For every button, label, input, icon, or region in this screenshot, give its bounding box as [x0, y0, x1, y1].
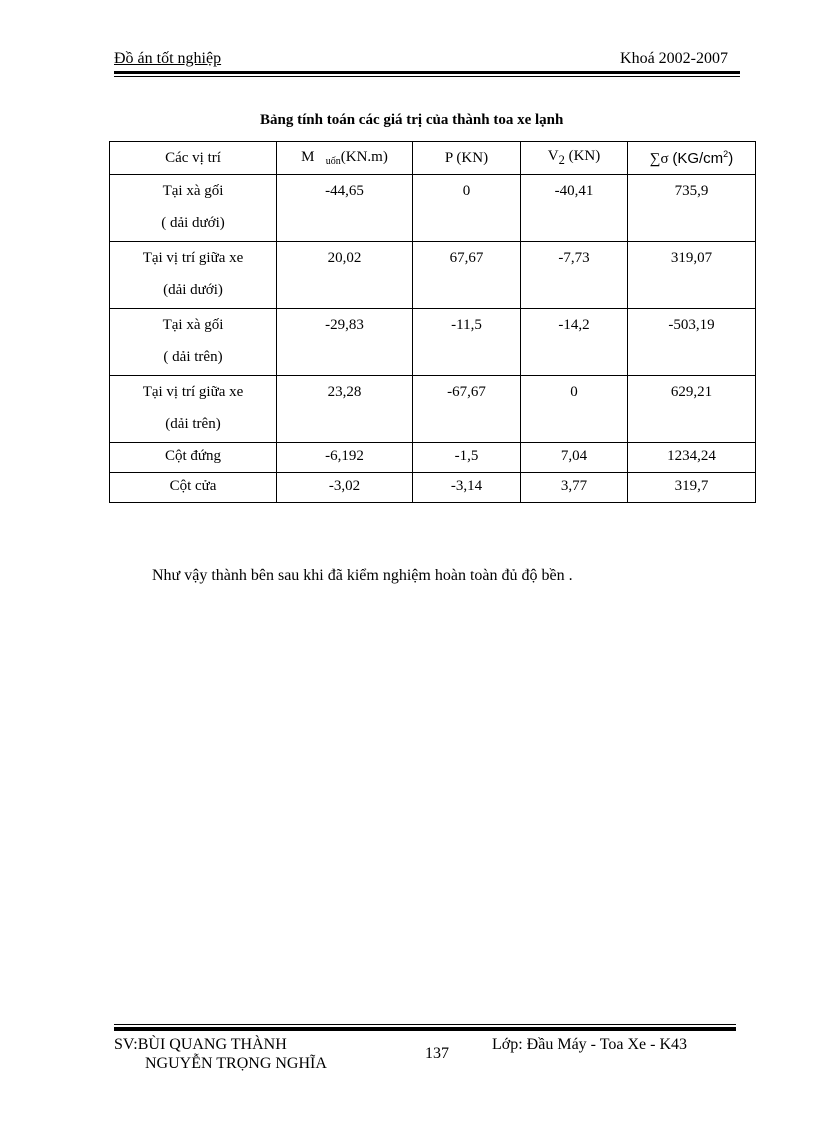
cell-v2: -14,2 — [521, 309, 628, 376]
moment-symbol: M — [301, 149, 315, 165]
col-header-moment — [277, 142, 413, 175]
footer-student-2: NGUYỄN TRỌNG NGHĨA — [145, 1055, 327, 1072]
cell-stress: 629,21 — [628, 376, 756, 443]
cell-stress: 1234,24 — [628, 443, 756, 473]
row-position: Tại xà gối ( dải trên) — [110, 309, 277, 376]
row-position: Tại vị trí giữa xe (dải trên) — [110, 376, 277, 443]
table-row — [110, 376, 756, 443]
moment-unit: (KN.m) — [340, 149, 388, 165]
header-rule-thin — [114, 76, 740, 77]
v-unit: (KN) — [564, 148, 601, 164]
col-header-position: Các vị trí — [110, 142, 277, 175]
cell-v2: 3,77 — [521, 473, 628, 503]
stress-symbol: ∑σ — [649, 150, 669, 167]
cell-moment: -6,192 — [277, 443, 413, 473]
cell-v2: 7,04 — [521, 443, 628, 473]
v-symbol: V — [547, 148, 559, 164]
page-header-left: Đồ án tốt nghiệp — [114, 50, 222, 67]
cell-stress: 735,9 — [628, 175, 756, 242]
table-row — [110, 443, 756, 473]
conclusion-text: Như vậy thành bên sau khi đã kiểm nghiệm hoàn toàn đủ độ bền . — [152, 567, 573, 584]
table-row — [110, 473, 756, 503]
cell-moment: 23,28 — [277, 376, 413, 443]
header-rule-thick — [114, 71, 740, 74]
row-position: Cột cửa — [110, 473, 277, 503]
footer-class: Lớp: Đầu Máy - Toa Xe - K43 — [492, 1036, 687, 1053]
cell-moment: -3,02 — [277, 473, 413, 503]
table-row — [110, 242, 756, 309]
cell-v2: -40,41 — [521, 175, 628, 242]
cell-stress: 319,7 — [628, 473, 756, 503]
footer-rule-thick — [114, 1027, 736, 1031]
cell-moment: -44,65 — [277, 175, 413, 242]
table-title: Bảng tính toán các giá trị của thành toa xe lạnh — [260, 112, 564, 128]
row-position: Tại vị trí giữa xe (dải dưới) — [110, 242, 277, 309]
v-subscript: 2 — [558, 153, 565, 167]
cell-force: -11,5 — [413, 309, 521, 376]
cell-stress: 319,07 — [628, 242, 756, 309]
table-row — [110, 175, 756, 242]
row-position: Cột đứng — [110, 443, 277, 473]
cell-moment: 20,02 — [277, 242, 413, 309]
footer-rule-thin — [114, 1024, 736, 1025]
col-header-v2 — [521, 142, 628, 175]
cell-force: -67,67 — [413, 376, 521, 443]
cell-force: 67,67 — [413, 242, 521, 309]
col-header-stress — [628, 142, 756, 175]
cell-force: -3,14 — [413, 473, 521, 503]
cell-v2: -7,73 — [521, 242, 628, 309]
cell-v2: 0 — [521, 376, 628, 443]
cell-moment: -29,83 — [277, 309, 413, 376]
moment-subscript: uốn — [325, 156, 341, 167]
row-position: Tại xà gối ( dải dưới) — [110, 175, 277, 242]
footer-student-1: SV:BÙI QUANG THÀNH — [114, 1036, 287, 1053]
cell-stress: -503,19 — [628, 309, 756, 376]
page-number: 137 — [425, 1045, 449, 1062]
table-header-row — [110, 142, 756, 175]
stress-unit: $(KG/cm^2)$ — [672, 148, 734, 167]
results-table — [109, 141, 756, 503]
page-header-right: Khoá 2002-2007 — [620, 50, 728, 67]
col-header-force: P (KN) — [413, 142, 521, 175]
cell-force: 0 — [413, 175, 521, 242]
table-row — [110, 309, 756, 376]
cell-force: -1,5 — [413, 443, 521, 473]
